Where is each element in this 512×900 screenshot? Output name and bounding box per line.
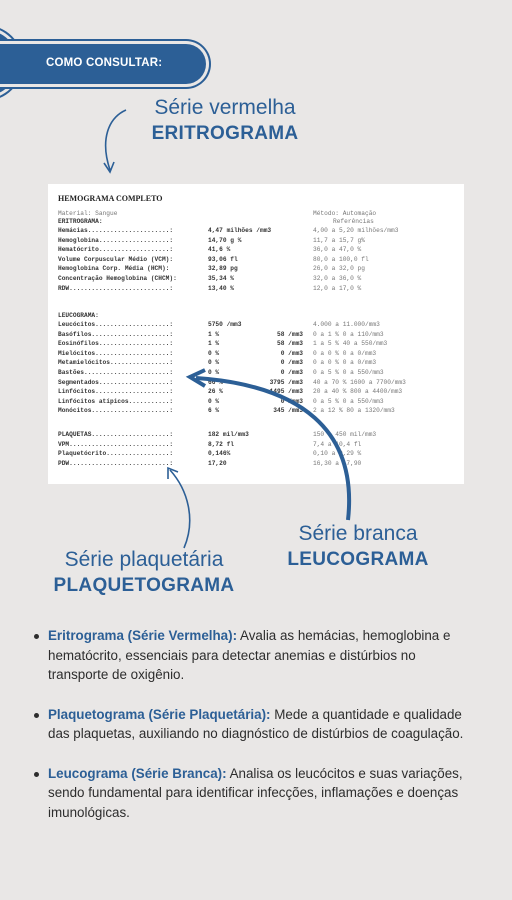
section-red [120,96,330,145]
section-white-title: LEUCOGRAMA [287,549,429,570]
report-title: HEMOGRAMA COMPLETO [58,194,163,203]
blood-count-report: HEMOGRAMA COMPLETO Material: Sangue Método: Automação ERITROGRAMA: Referências Hemácias......................: 4,47 milhões /mm3 4,00 a 5,20 milhões/mm3 Hemoglobina...................: 14,70 g % 11,7 a 15,7 g% Hematócrito...................: 41,6 % 36,0 a 47,0 % Volume Corpuscular Médio (VCM): 93,06 fl 80,0 a 100,0 fl Hemoglobina Corp. Média (HCM): 32,89 pg 26,0 a 32,0 pg Concentração Hemoglobina (CHCM): 35,34 % 32,0 a 36,0 % RDW...........................: 13,40 % 12,0 a 17,0 % LEUCOGRAMA: Leucócitos....................: 5750 /mm3 4.000 a 11.000/mm3 Basófilos.....................: 1 % 58 /mm3 0 a 1 % 0 a 110/mm3 Eosinófilos...................: 1 % 58 /mm3 1 a 5 % 40 a 550/mm3 Mielócitos....................: 0 % 0 /mm3 0 a 0 % 0 a 0/mm3 Metamielócitos................: 0 % 0 /mm3 0 a 0 % 0 a 0/mm3 Bastões.......................: 0 % 0 /mm3 0 a 5 % 0 a 550/mm3 Segmentados...................: 66 % 3795 /mm3 40 a 70 % 1600 a 7700/mm3 Linfócitos....................: 26 % 1495 /mm3 20 a 40 % 800 a 4400/mm3 Linfócitos atípicos...........: 0 % 0 /mm3 0 a 5 % 0 a 550/mm3 Monócitos.....................: 6 % 345 /mm3 2 a 12 % 80 a 1320/mm3 PLAQUETAS.....................: 182 mil/mm3 150 a 450 mil/mm3 VPM...........................: 8,72 fl 7,4 a 10,4 fl Plaquetócrito.................: 0,146% 0,10 a 0,29 % PDW...........................: 17,20 16,30 a 17,90 [48,184,464,484]
section-white-subtitle: Série branca [298,522,418,545]
list-item: Plaquetograma (Série Plaquetária): Mede a quantidade e qualidade das plaquetas, auxiliando no diagnóstico de distúrbios de coagulação. [34,705,474,744]
header-label: COMO CONSULTAR: [46,57,163,69]
section-red-title: ERITROGRAMA [151,123,299,144]
section-platelet [30,548,258,597]
section-platelet-subtitle: Série plaquetária [64,548,224,571]
list-item: Leucograma (Série Branca): Analisa os leucócitos e suas variações, sendo fundamental para identificar infecções, inflamações e doenças imunológicas. [34,764,474,823]
section-white [270,522,446,571]
section-platelet-title: PLAQUETOGRAMA [53,575,235,596]
list-item: Eritrograma (Série Vermelha): Avalia as hemácias, hemoglobina e hematócrito, essenciais para detectar anemias e distúrbios no transporte de oxigênio. [34,626,474,685]
section-red-subtitle: Série vermelha [154,96,296,119]
explanation-list [34,626,474,842]
